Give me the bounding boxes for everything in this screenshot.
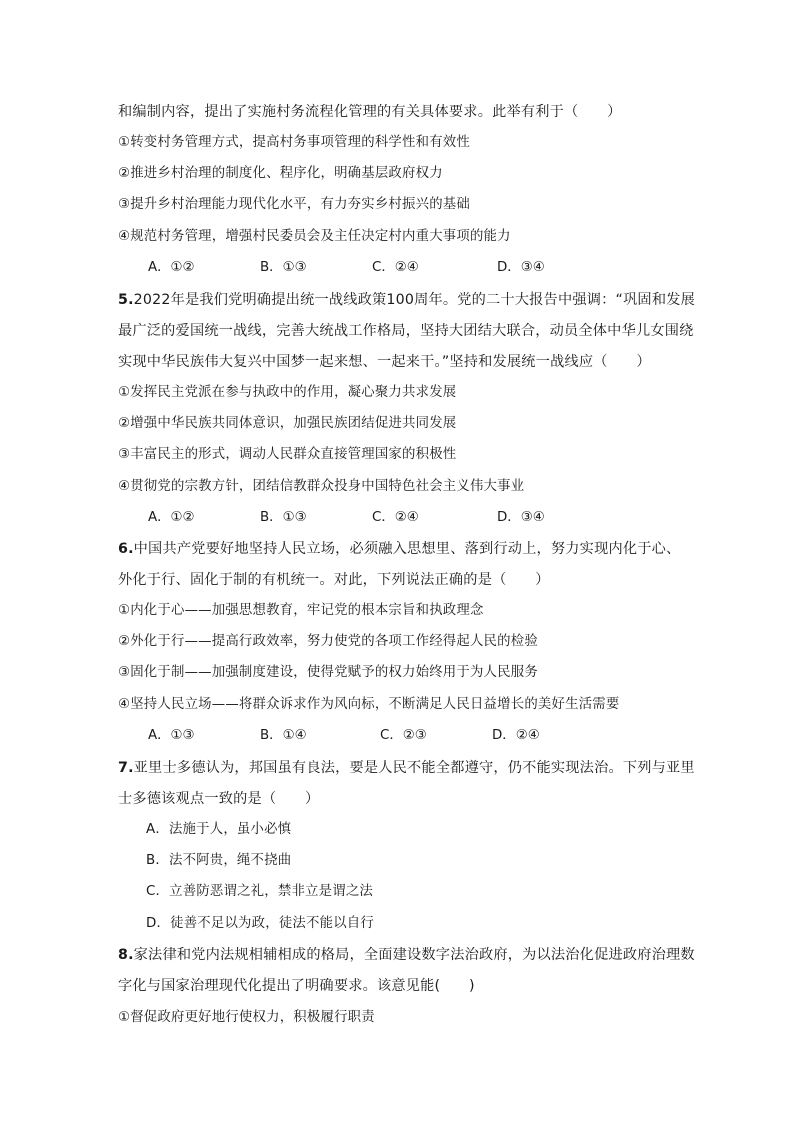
q4-option-b[interactable]: B．①③ — [260, 260, 307, 275]
q5-item-3: ③丰富民主的形式，调动人民群众直接管理国家的积极性 — [118, 447, 457, 462]
q6-item-2: ②外化于行——提高行政效率，努力使党的各项工作经得起人民的检验 — [118, 634, 538, 649]
q4-item-1: ①转变村务管理方式，提高村务事项管理的科学性和有效性 — [118, 135, 470, 150]
q4-option-a[interactable]: A．①② — [148, 260, 195, 275]
q6-option-d[interactable]: D．②④ — [492, 728, 540, 743]
q8-item-1: ①督促政府更好地行使权力，积极履行职责 — [118, 1010, 375, 1025]
q5-option-b[interactable]: B．①③ — [260, 510, 307, 525]
q4-option-c[interactable]: C．②④ — [372, 260, 419, 275]
q8-stem-line-1: 8.家法律和党内法规相辅相成的格局，全面建设数字法治政府，为以法治化促进政府治理数 — [118, 947, 695, 963]
q5-item-1: ①发挥民主党派在参与执政中的作用，凝心聚力共求发展 — [118, 385, 457, 400]
q6-option-a[interactable]: A．①③ — [148, 728, 195, 743]
q5-item-2: ②增强中华民族共同体意识，加强民族团结促进共同发展 — [118, 416, 457, 431]
q4-item-3: ③提升乡村治理能力现代化水平，有力夯实乡村振兴的基础 — [118, 197, 470, 212]
q6-item-4: ④坚持人民立场——将群众诉求作为风向标，不断满足人民日益增长的美好生活需要 — [118, 697, 620, 712]
q6-number: 6. — [118, 541, 134, 557]
q6-option-c[interactable]: C．②③ — [380, 728, 427, 743]
q4-stem: 和编制内容，提出了实施村务流程化管理的有关具体要求。此举有利于（ ） — [118, 104, 622, 120]
q7-option-d[interactable]: D．徒善不足以为政，徒法不能以自行 — [146, 916, 374, 931]
q5-option-d[interactable]: D．③④ — [497, 510, 545, 525]
q5-stem-line-3: 实现中华民族伟大复兴中国梦一起来想、一起来干。”坚持和发展统一战线应（ ） — [118, 354, 651, 370]
q5-number: 5. — [118, 292, 134, 308]
q8-stem-line-2: 字化与国家治理现代化提出了明确要求。该意见能( ) — [118, 978, 475, 994]
q5-option-a[interactable]: A．①② — [148, 510, 195, 525]
q5-stem-line-1: 5.2022年是我们党明确提出统一战线政策100周年。党的二十大报告中强调：“巩固和发展 — [118, 292, 695, 308]
q8-number: 8. — [118, 947, 134, 963]
q7-stem-line-2: 士多德该观点一致的是（ ） — [118, 791, 320, 807]
q4-item-4: ④规范村务管理，增强村民委员会及主任决定村内重大事项的能力 — [118, 229, 511, 244]
q6-stem-line-2: 外化于行、固化于制的有机统一。对此，下列说法正确的是（ ） — [118, 572, 550, 588]
q5-option-c[interactable]: C．②④ — [372, 510, 419, 525]
q7-option-a[interactable]: A．法施于人，虽小必慎 — [146, 822, 292, 837]
q7-option-b[interactable]: B．法不阿贵，绳不挠曲 — [146, 853, 292, 868]
q6-item-1: ①内化于心——加强思想教育，牢记党的根本宗旨和执政理念 — [118, 603, 484, 618]
q7-number: 7. — [118, 760, 134, 776]
q5-item-4: ④贯彻党的宗教方针，团结信教群众投身中国特色社会主义伟大事业 — [118, 479, 525, 494]
q4-option-d[interactable]: D．③④ — [497, 260, 545, 275]
q6-item-3: ③固化于制——加强制度建设，使得党赋予的权力始终用于为人民服务 — [118, 665, 538, 680]
q4-item-2: ②推进乡村治理的制度化、程序化，明确基层政府权力 — [118, 166, 443, 181]
q6-option-b[interactable]: B．①④ — [260, 728, 307, 743]
q6-stem-line-1: 6.中国共产党要好地坚持人民立场，必须融入思想里、落到行动上，努力实现内化于心、 — [118, 541, 681, 557]
q5-stem-line-2: 最广泛的爱国统一战线，完善大统战工作格局，坚持大团结大联合，动员全体中华儿女围绕 — [118, 323, 694, 339]
q7-stem-line-1: 7.亚里士多德认为，邦国虽有良法，要是人民不能全都遵守，仍不能实现法治。下列与亚里 — [118, 760, 695, 776]
q7-option-c[interactable]: C．立善防恶谓之礼，禁非立是谓之法 — [146, 884, 373, 899]
